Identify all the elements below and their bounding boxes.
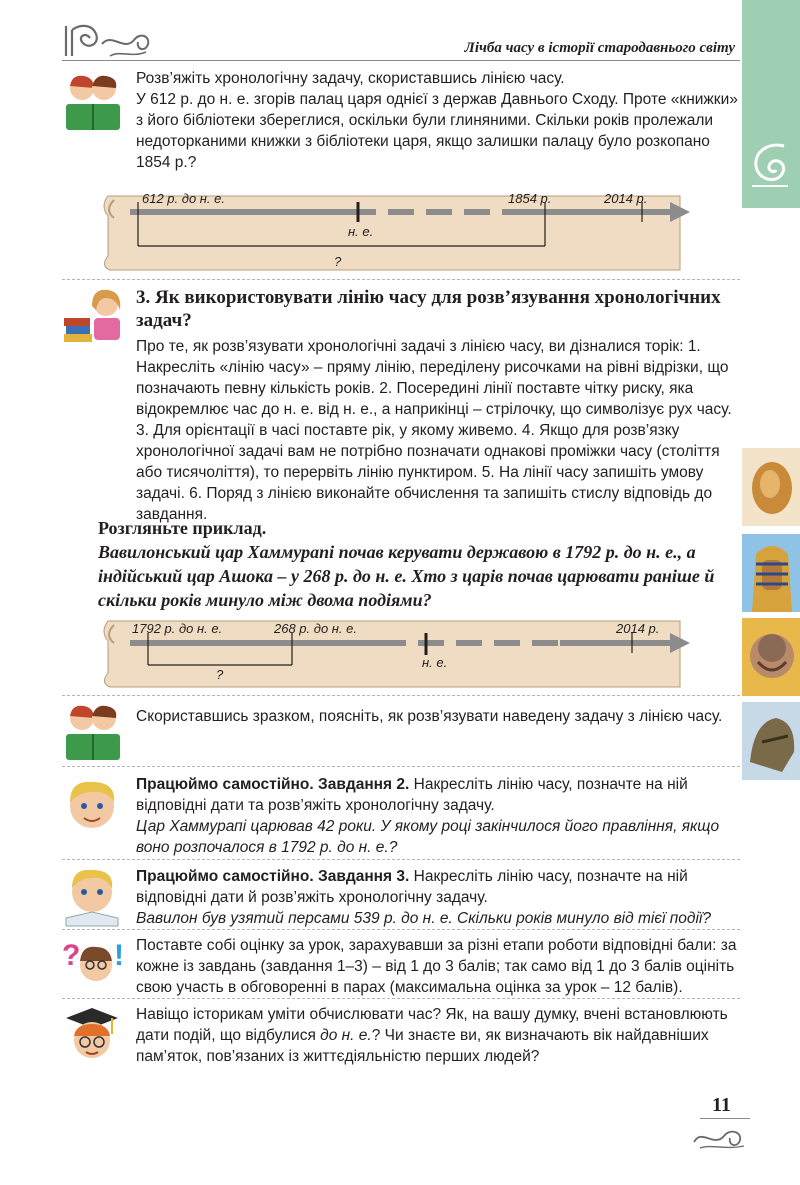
task3-block	[62, 866, 742, 932]
thinking-icon	[62, 935, 122, 1000]
side-thumbnail-mask	[742, 618, 800, 696]
reflection-part1: Навіщо історикам уміти обчислювати час? Як, на вашу думку, вчені встановлюють дати подій, що відбулися	[136, 1006, 728, 1044]
side-thumbnail-amber	[742, 448, 800, 526]
header-ornament	[62, 22, 162, 62]
task1-instruction: Розв’яжіть хронологічну задачу, скориставшись лінією часу.	[136, 70, 565, 87]
label-2014: 2014 р.	[604, 191, 648, 206]
side-thumbnail-helmet	[742, 702, 800, 780]
label-era: н. е.	[348, 224, 374, 239]
side-tab-ornament-icon	[748, 140, 792, 190]
section3-body: Про те, як розв’язувати хронологічні задачі з лінією часу, ви дізналися торік: 1. Накресліть «лінію часу» – пряму лінію, переділену рисочками на рівні відрізки, що позначають певну кількість років. 2. Посередині лінії поставте чітку риску, яка відокремлює час до н. е. від н. е., а наприкінці – стрілочку, що символізує рух часу. 3. Для орієнтації в часі поставте рік, у якому живемо. 4. Якщо для розв’язку хронологічної задачі вам не потрібно позначати однакові проміжки часу (століття або тисячоліття), то перервіть лінію пунктиром. 5. На лінії часу запишіть умову задачі. 6. Поряд з лінією виконайте обчислення та запишіть стислу відповідь до завдання.	[136, 338, 732, 523]
reading-girl-icon	[62, 288, 122, 349]
task1-block	[62, 68, 742, 183]
section3-heading: 3. Як використовувати лінію часу для розв’язування хронологічних задач?	[136, 287, 721, 331]
footer-rule	[700, 1118, 750, 1119]
task2-instruction: Накресліть лінію часу, позначте на ній відповідні дати та розв’яжіть хронологічну задачу.	[136, 776, 688, 814]
separator	[62, 859, 740, 860]
label-2014: 2014 р.	[616, 621, 660, 636]
example-body: Вавилонський цар Хаммурапі почав керувати державою в 1792 р. до н. е., а індійський цар Ашока – у 268 р. до н. е. Хто з царів почав царювати раніше й скільки років минуло між двома подіями?	[98, 542, 715, 610]
svg-text:!: !	[114, 939, 124, 972]
explain-body: Скориставшись зразком, поясніть, як розв’язувати наведену задачу з лінією часу.	[136, 708, 723, 725]
footer-ornament	[690, 1122, 750, 1152]
self-assessment-body: Поставте собі оцінку за урок, зарахувавши за різні етапи роботи відповідні бали: за кожне із завдань (завдання 1–3) – від 1 до 3 балів; так само від 1 до 3 балів оцініть свою участь в обговоренні в парах (максимальна оцінка за урок – 12 балів).	[136, 937, 737, 996]
separator	[62, 279, 740, 280]
label-1792: 1792 р. до н. е.	[132, 621, 223, 636]
boy-icon	[62, 776, 122, 843]
task2-lead: Працюймо самостійно. Завдання 2.	[136, 776, 410, 793]
question-mark: ?	[216, 667, 224, 682]
running-title: Лічба часу в історії стародавнього світу	[464, 40, 735, 56]
example-title: Розгляньте приклад.	[98, 518, 267, 538]
label-268: 268 р. до н. е.	[274, 621, 358, 636]
svg-text:?: ?	[62, 939, 81, 972]
separator	[62, 766, 740, 767]
timeline-1792-268	[100, 613, 700, 691]
reflection-block	[62, 1004, 742, 1070]
reading-boy-icon	[62, 866, 122, 933]
label-612: 612 р. до н. е.	[142, 191, 226, 206]
explain-block	[62, 702, 742, 762]
graduate-icon	[62, 1004, 122, 1071]
example-block	[62, 518, 742, 610]
separator	[62, 695, 740, 696]
reflection-part2: ? Чи знаєте ви, як визначають вік найдавніших пам’яток, пов’язаних із життєдіяльністю перших людей?	[136, 1027, 709, 1065]
page-number: 11	[712, 1094, 731, 1116]
pair-work-icon	[62, 702, 122, 767]
self-assessment-block	[62, 935, 742, 997]
task2-block	[62, 774, 742, 854]
task3-problem: Вавилон був узятий персами 539 р. до н. е. Скільки років минуло від тієї події?	[136, 910, 711, 927]
task3-lead: Працюймо самостійно. Завдання 3.	[136, 868, 410, 885]
pair-work-icon	[62, 72, 122, 137]
timeline-612-1854	[100, 186, 700, 278]
side-thumbnail-pharaoh	[742, 534, 800, 612]
question-mark: ?	[334, 254, 342, 269]
reflection-italic: до н. е.	[320, 1027, 372, 1044]
task1-body: У 612 р. до н. е. згорів палац царя однієї з держав Давнього Сходу. Проте «книжки» з його бібліотеки збереглися, оскільки були глиняними. Скільки років пролежали недоторканими книжки з бібліотеки царя, якщо залишки палацу було розкопано 1854 р.?	[136, 91, 738, 171]
section3-block	[62, 286, 742, 523]
label-era: н. е.	[422, 655, 448, 670]
chapter-side-tab	[742, 0, 800, 208]
task3-instruction: Накресліть лінію часу, позначте на ній відповідні дати й розв’яжіть хронологічну задачу.	[136, 868, 688, 906]
label-1854: 1854 р.	[508, 191, 552, 206]
separator	[62, 998, 740, 999]
header-rule	[62, 60, 740, 61]
task2-problem: Цар Хаммурапі царював 42 роки. У якому році закінчилося його правління, якщо воно розпочалося в 1792 р. до н. е.?	[136, 818, 720, 856]
separator	[62, 929, 740, 930]
